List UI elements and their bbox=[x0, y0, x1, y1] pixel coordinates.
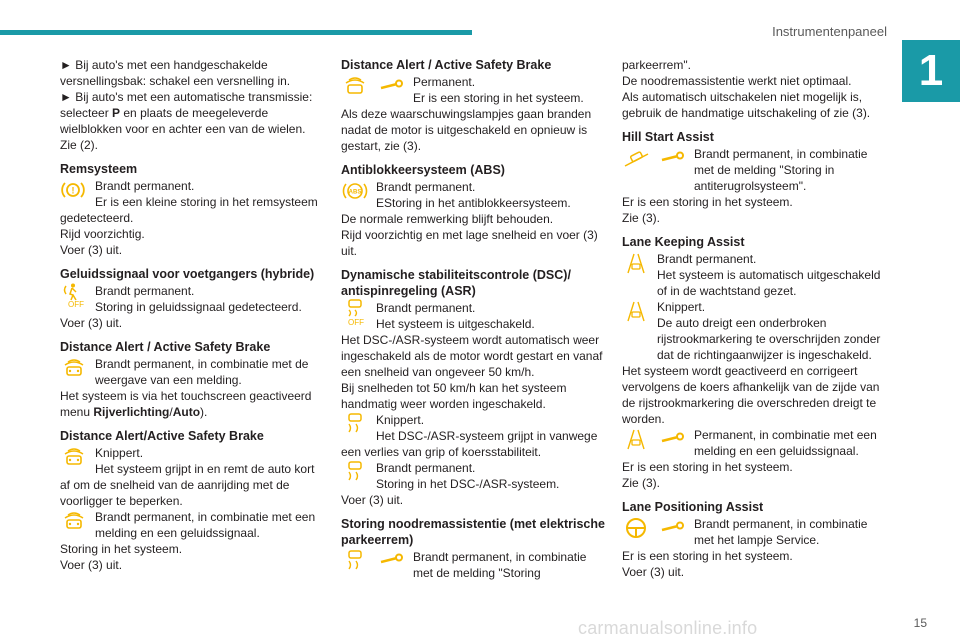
dsc-icon bbox=[341, 412, 376, 436]
header-accent-bar bbox=[0, 30, 472, 35]
heading-distance-alert-3: Distance Alert / Active Safety Brake bbox=[341, 58, 552, 72]
brake-warning-icon bbox=[60, 178, 95, 202]
heading-dsc: Dynamische stabiliteitscontrole (DSC)/ antispinregeling (ASR) bbox=[341, 268, 571, 298]
intro-auto: ► Bij auto's met een automatische transmissie: selecteer P en plaats de meegeleverde wielblokken voor en achter een van de wielen. bbox=[60, 90, 313, 136]
heading-lane-positioning-assist: Lane Positioning Assist bbox=[622, 500, 764, 514]
collision-warning-icon bbox=[60, 445, 95, 469]
chapter-tab: 1 bbox=[902, 40, 960, 102]
heading-distance-alert-1: Distance Alert / Active Safety Brake bbox=[60, 340, 271, 354]
page-number: 15 bbox=[913, 616, 927, 630]
heading-remsysteem: Remsysteem bbox=[60, 162, 138, 176]
heading-abs: Antiblokkeersysteem (ABS) bbox=[341, 163, 505, 177]
svg-text:!: ! bbox=[71, 185, 75, 196]
column-1: ► Bij auto's met een handgeschakelde versnellingsbak: schakel een versnelling in. ► Bij auto's met een automatische transmissie: selecteer P en plaats de meegeleverde wielblokken voor en achter een van de wielen. Zie (2). Remsysteem ! Brandt permanent. Er is een kleine storing in het remsysteem gedetecteerd. Rijd voorzichtig. Voer (3) uit. Geluidssignaal voor voetgangers (hybride) OFF Brandt permanent. Storing in geluidssignaal gedetecteerd. Voer (3) uit. Distance Alert / Active Safety Brake Brandt permanent, in combinatie met de weergave van een melding. Het systeem is via het touchscreen geactiveerd menu Rijverlichting/Auto). Distance Alert/Active Safety Brake Knippert. Het systeem grijpt in en remt de auto kort af om de snelheid van de aanrijding met de voorligger te beperken. Brandt permanent, in combinatie met een melding en een geluidssignaal. Storing in het systeem. Voer (3) uit. bbox=[60, 57, 325, 573]
intro-manual: ► Bij auto's met een handgeschakelde versnellingsbak: schakel een versnelling in. bbox=[60, 58, 291, 88]
collision-wrench-icon bbox=[341, 74, 413, 98]
steering-wrench-icon bbox=[622, 516, 694, 540]
pedestrian-sound-off-icon bbox=[60, 283, 95, 307]
heading-geluidssignaal: Geluidssignaal voor voetgangers (hybride) bbox=[60, 267, 315, 281]
lane-keeping-wrench-icon bbox=[622, 427, 694, 451]
hill-start-wrench-icon bbox=[622, 146, 694, 170]
dsc-off-icon bbox=[341, 300, 376, 324]
heading-distance-alert-2: Distance Alert/Active Safety Brake bbox=[60, 429, 264, 443]
svg-text:ABS: ABS bbox=[348, 189, 362, 196]
svg-text:OFF: OFF bbox=[348, 318, 364, 326]
watermark: carmanualsonline.info bbox=[578, 618, 758, 638]
heading-lane-keeping-assist: Lane Keeping Assist bbox=[622, 235, 745, 249]
lane-keeping-icon bbox=[622, 251, 657, 275]
collision-warning-icon bbox=[60, 356, 95, 380]
collision-warning-icon bbox=[60, 509, 95, 533]
intro-see: Zie (2). bbox=[60, 138, 99, 152]
dsc-wrench-icon bbox=[341, 549, 413, 573]
lane-keeping-icon bbox=[622, 299, 657, 323]
dsc-icon bbox=[341, 460, 376, 484]
column-3: parkeerrem". De noodremassistentie werkt niet optimaal. Als automatisch uitschakelen niet mogelijk is, gebruik de handmatige uitschakeling of zie (3). Hill Start Assist Brandt permanent, in combinatie met de melding "Storing in antiterugrolsysteem". Er is een storing in het systeem. Zie (3). Lane Keeping Assist Brandt permanent. Het systeem is automatisch uitgeschakeld of in de wachtstand gezet. Knippert. De auto dreigt een onderbroken rijstrookmarkering te overschrijden zonder dat de richtingaanwijzer is ingeschakeld. Het systeem wordt geactiveerd en corrigeert vervolgens de koers afhankelijk van de zijde van de rijstrookmarkering die overschreden dreigt te worden. Permanent, in combinatie met een melding en een geluidssignaal. Er is een storing in het systeem. Zie (3). Lane Positioning Assist Brandt permanent, in combinatie met het lampje Service. Er is een storing in het systeem. Voer (3) uit. bbox=[622, 57, 888, 580]
page-header-title: Instrumentenpaneel bbox=[772, 24, 887, 39]
column-2: Distance Alert / Active Safety Brake Permanent. Er is een storing in het systeem. Als deze waarschuwingslampjes gaan branden nadat de motor is uitgeschakeld en opnieuw is gestart, zie (3). Antiblokkeersysteem (ABS) ABS Brandt permanent. EStoring in het antiblokkeersysteem. De normale remwerking blijft behouden. Rijd voorzichtig en met lage snelheid en voer (3) uit. Dynamische stabiliteitscontrole (DSC)/ antispinregeling (ASR) OFF Brandt permanent. Het systeem is uitgeschakeld. Het DSC-/ASR-systeem wordt automatisch weer ingeschakeld als de motor wordt gestart en vanaf een snelheid van ongeveer 50 km/h. Bij snelheden tot 50 km/h kan het systeem handmatig weer worden ingeschakeld. Knippert. Het DSC-/ASR-systeem grijpt in vanwege een verlies van grip of koersstabiliteit. Brandt permanent. Storing in het DSC-/ASR-systeem. Voer (3) uit. Storing noodremassistentie (met elektrische parkeerrem) Brandt permanent, in combinatie met de melding "Storing bbox=[341, 57, 607, 581]
svg-text:OFF: OFF bbox=[68, 300, 84, 308]
heading-hill-start-assist: Hill Start Assist bbox=[622, 130, 714, 144]
heading-noodremassistentie: Storing noodremassistentie (met elektrische parkeerrem) bbox=[341, 517, 605, 547]
abs-icon bbox=[341, 179, 376, 203]
